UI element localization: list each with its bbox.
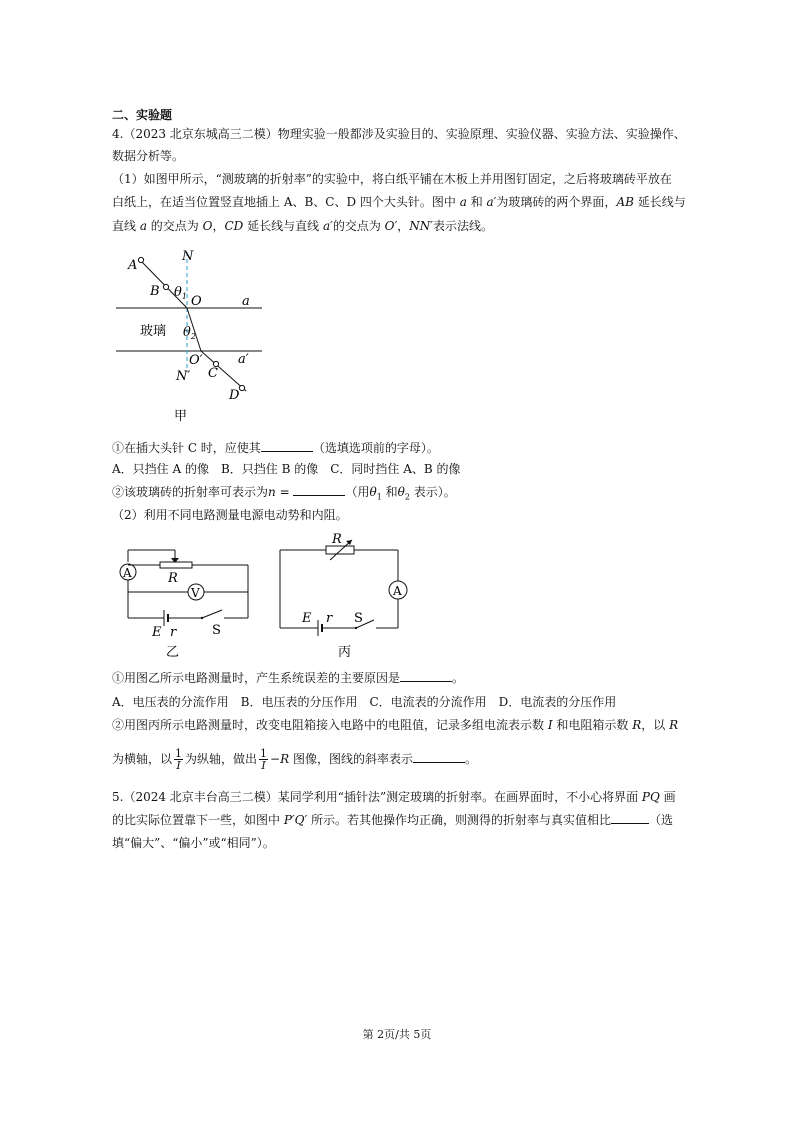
label-O-prime: O′ — [189, 353, 203, 368]
incident-ray — [140, 260, 187, 308]
svg-text:r: r — [326, 611, 333, 626]
switch-icon — [202, 610, 222, 618]
q4-intro-line-2: 数据分析等。 — [112, 149, 185, 163]
label-a: a — [242, 294, 250, 309]
q4-sub4-line-1: ②用图丙所示电路测量时，改变电阻箱接入电路中的电阻值，记录多组电流表示数 I 和电阻箱示数 R，以 R — [112, 718, 679, 732]
label-theta2: $\theta_2$ — [183, 325, 196, 341]
circuit-bing — [272, 530, 412, 662]
q5-line-1: 5.（2024 北京丰台高三二模）某同学利用“插针法”测定玻璃的折射率。在画界面时，不小心将界面 PQ 画 — [112, 790, 676, 804]
pin-a — [138, 257, 143, 262]
resistance-box-icon — [326, 546, 354, 554]
svg-text:S: S — [212, 623, 221, 638]
q4-sub1-options: A．只挡住 A 的像 B．只挡住 B 的像 C．同时挡住 A、B 的像 — [112, 462, 461, 476]
page-footer: 第 2页/共 5页 — [362, 1028, 432, 1041]
pin-b — [163, 284, 168, 289]
label-theta1: $\theta_1$ — [174, 285, 187, 301]
svg-text:E: E — [152, 625, 162, 640]
svg-text:A: A — [123, 566, 132, 580]
caption-jia: 甲 — [174, 409, 188, 424]
section-title: 二、实验题 — [112, 108, 173, 122]
label-D: D — [229, 388, 240, 403]
label-O: O — [191, 294, 202, 309]
q5-line-3: 填“偏大”、“偏小”或“相同”）。 — [112, 836, 275, 850]
label-a-prime: a′ — [238, 352, 249, 367]
pin-d — [239, 385, 244, 390]
q4-part1-line-1: （1）如图甲所示，“测玻璃的折射率”的实验中，将白纸平铺在木板上并用图钉固定，之后将玻璃砖平放在 — [112, 172, 672, 186]
circuit-yi — [112, 540, 257, 660]
label-B: B — [150, 284, 160, 299]
svg-text:A: A — [393, 584, 402, 598]
refraction-diagram — [110, 240, 270, 430]
q4-part1-line-3: 直线 a 的交点为 O，CD 延长线与直线 a′的交点为 O′，NN′表示法线。 — [112, 219, 493, 233]
caption-bing: 丙 — [338, 645, 352, 660]
q4-intro-line-1: 4.（2023 北京东城高三二模）物理实验一般都涉及实验目的、实验原理、实验仪器、实验方法、实验操作、 — [112, 127, 686, 141]
q5-line-2: 的比实际位置靠下一些，如图中 P′Q′ 所示。若其他操作均正确，则测得的折射率与真实值相比 （选 — [112, 813, 674, 827]
q4-sub4-line-2: 为横轴，以 $\frac{1}{I}$ 为纵轴，做出 $\frac{1}{I}$ −R 图像，图线的斜率表示 。 — [112, 747, 477, 772]
label-N-prime: N′ — [176, 369, 191, 384]
label-glass: 玻璃 — [140, 324, 167, 339]
rheostat-icon — [160, 562, 192, 568]
label-C: C — [208, 366, 218, 381]
svg-text:E: E — [302, 611, 312, 626]
q4-part1-line-2: 白纸上，在适当位置竖直地插上 A、B、C、D 四个大头针。图中 a 和 a′为玻璃砖的两个界面，AB 延长线与 — [112, 195, 686, 209]
svg-text:r: r — [170, 625, 177, 640]
q4-sub3-question: ①用图乙所示电路测量时，产生系统误差的主要原因是 。 — [112, 671, 465, 685]
q4-sub2-question: ②该玻璃砖的折射率可表示为n = （用$\theta_1$ 和$\theta_2$ 表示）。 — [112, 485, 456, 502]
q4-sub1-question: ①在插大头针 C 时，应使其 （选填选项前的字母）。 — [112, 441, 439, 455]
svg-text:V: V — [191, 586, 200, 600]
svg-text:R: R — [332, 532, 342, 547]
caption-yi: 乙 — [166, 645, 180, 660]
q4-part2-title: （2）利用不同电路测量电源电动势和内阻。 — [112, 508, 348, 522]
label-N: N — [182, 249, 194, 264]
svg-text:S: S — [354, 611, 363, 626]
svg-text:R: R — [168, 571, 178, 586]
q4-sub3-options: A．电压表的分流作用 B．电压表的分压作用 C．电流表的分流作用 D．电流表的分压作用 — [112, 695, 617, 709]
label-A: A — [128, 258, 138, 273]
